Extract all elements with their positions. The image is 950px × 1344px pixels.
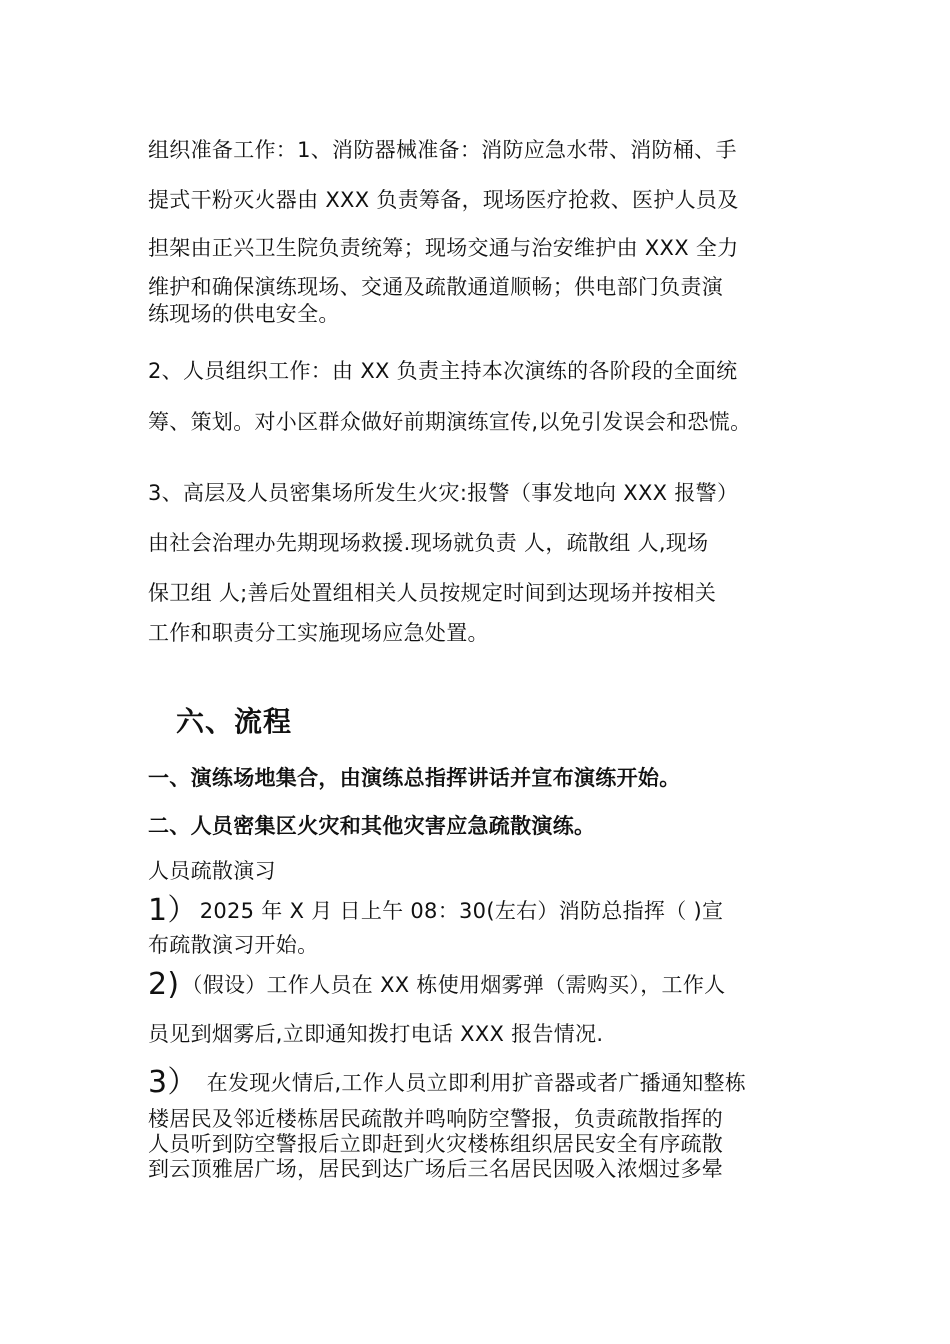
- section-heading: 六、流程: [176, 705, 293, 738]
- paragraph-3-line-4: 工作和职责分工实施现场应急处置。: [148, 621, 489, 645]
- step-2-line-2: 员见到烟雾后,立即通知拨打电话 XXX 报告情况.: [148, 1022, 604, 1046]
- step-3-number: 3）: [148, 1065, 198, 1100]
- step-2-line-1: [148, 967, 726, 1002]
- paragraph-3-line-1: 3、高层及人员密集场所发生火灾:报警（事发地向 XXX 报警）: [148, 481, 739, 505]
- paragraph-1-line-4: 维护和确保演练现场、交通及疏散通道顺畅；供电部门负责演: [148, 275, 724, 299]
- step-1-number: 1）: [148, 893, 198, 928]
- subheading: 人员疏散演习: [148, 859, 276, 883]
- paragraph-3-line-2: 由社会治理办先期现场救援.现场就负责 人，疏散组 人,现场: [148, 531, 709, 555]
- bold-item-1: 一、演练场地集合，由演练总指挥讲话并宣布演练开始。: [148, 766, 681, 790]
- step-3-line-1: [148, 1065, 747, 1100]
- step-3-line-4: 到云顶雅居广场，居民到达广场后三名居民因吸入浓烟过多晕: [148, 1157, 724, 1181]
- paragraph-1-line-3: 担架由正兴卫生院负责统筹；现场交通与治安维护由 XXX 全力: [148, 236, 739, 260]
- step-2-text: （假设）工作人员在 XX 栋使用烟雾弹（需购买），工作人: [181, 973, 726, 997]
- paragraph-1-line-2: 提式干粉灭火器由 XXX 负责筹备，现场医疗抢救、医护人员及: [148, 188, 739, 212]
- step-1-line-2: 布疏散演习开始。: [148, 933, 319, 957]
- paragraph-2-line-2: 筹、策划。对小区群众做好前期演练宣传,以免引发误会和恐慌。: [148, 410, 752, 434]
- step-1-line-1: [148, 893, 724, 928]
- paragraph-3-line-3: 保卫组 人;善后处置组相关人员按规定时间到达现场并按相关: [148, 581, 717, 605]
- step-1-text: 2025 年 X 月 日上午 08：30(左右）消防总指挥（ )宣: [199, 899, 724, 923]
- paragraph-2-line-1: 2、人员组织工作：由 XX 负责主持本次演练的各阶段的全面统: [148, 359, 738, 383]
- step-3-text: 在发现火情后,工作人员立即利用扩音器或者广播通知整栋: [199, 1071, 747, 1095]
- bold-item-2: 二、人员密集区火灾和其他灾害应急疏散演练。: [148, 814, 596, 838]
- step-3-line-3: 人员听到防空警报后立即赶到火灾楼栋组织居民安全有序疏散: [148, 1132, 724, 1156]
- paragraph-1-line-5: 练现场的供电安全。: [148, 302, 340, 326]
- paragraph-1-line-1: 组织准备工作：1、消防器械准备：消防应急水带、消防桶、手: [148, 138, 737, 162]
- step-3-line-2: 楼居民及邻近楼栋居民疏散并鸣响防空警报，负责疏散指挥的: [148, 1107, 724, 1131]
- step-2-number: 2): [148, 967, 180, 1002]
